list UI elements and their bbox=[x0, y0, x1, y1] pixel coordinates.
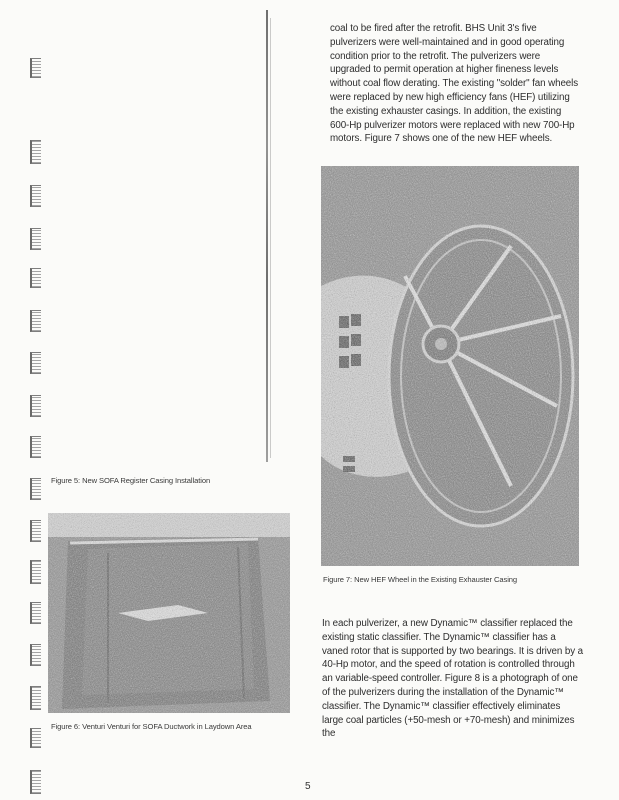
binder-mark bbox=[30, 352, 41, 374]
figure6-image bbox=[48, 513, 290, 713]
binder-mark bbox=[30, 520, 41, 542]
figure5-caption: Figure 5: New SOFA Register Casing Installation bbox=[51, 476, 211, 485]
figure7-caption: Figure 7: New HEF Wheel in the Existing Exhauster Casing bbox=[323, 575, 518, 584]
binder-mark bbox=[30, 686, 41, 710]
figure7-image bbox=[321, 166, 579, 566]
binder-mark bbox=[30, 228, 41, 250]
binder-mark bbox=[30, 436, 41, 458]
figure6-photo bbox=[48, 513, 290, 713]
bottom-paragraph-text: In each pulverizer, a new Dynamic™ classifier replaced the existing static classifier. The Dynamic™ classifier has a vaned rotor that is supported by two bearings. It is driven by a 40-Hp motor, and the speed of rotation is controlled through an variable-speed controller. Figure 8 is a photograph of one of the pulverizers during the installation of the Dynamic™ classifier. The Dynamic™ classifier effectively eliminates large coal particles (+50-mesh or +70-mesh) and minimizes the bbox=[322, 618, 583, 740]
bottom-paragraph bbox=[322, 617, 584, 741]
top-paragraph-text: coal to be fired after the retrofit. BHS Unit 3's five pulverizers were well-maintained and in good operating condition prior to the retrofit. The pulverizers were upgraded to permit operation at higher fineness levels without coal flow derating. The existing "solder" fan wheels were replaced by new high efficiency fans (HEF) utilizing the existing exhauster casings. In addition, the existing 600-Hp pulverizer motors were replaced with new 700-Hp motors. Figure 7 shows one of the new HEF wheels. bbox=[330, 23, 579, 145]
figure5-photo-edge bbox=[270, 18, 271, 458]
binder-mark bbox=[30, 140, 41, 164]
top-paragraph bbox=[330, 22, 582, 146]
binder-mark bbox=[30, 560, 41, 584]
binder-mark bbox=[30, 58, 41, 78]
binder-mark bbox=[30, 602, 41, 624]
figure7-photo bbox=[321, 166, 579, 566]
binder-mark bbox=[30, 728, 41, 748]
page-number: 5 bbox=[305, 781, 311, 792]
binder-mark bbox=[30, 770, 41, 794]
binder-mark bbox=[30, 395, 41, 417]
binder-mark bbox=[30, 185, 41, 207]
binder-mark bbox=[30, 478, 41, 500]
figure6-caption: Figure 6: Venturi Venturi for SOFA Ductwork in Laydown Area bbox=[51, 722, 252, 731]
binder-mark bbox=[30, 268, 41, 288]
binder-mark bbox=[30, 644, 41, 666]
figure5-photo-edge bbox=[266, 10, 268, 462]
binder-mark bbox=[30, 310, 41, 332]
scan-binder-edge bbox=[0, 0, 44, 800]
